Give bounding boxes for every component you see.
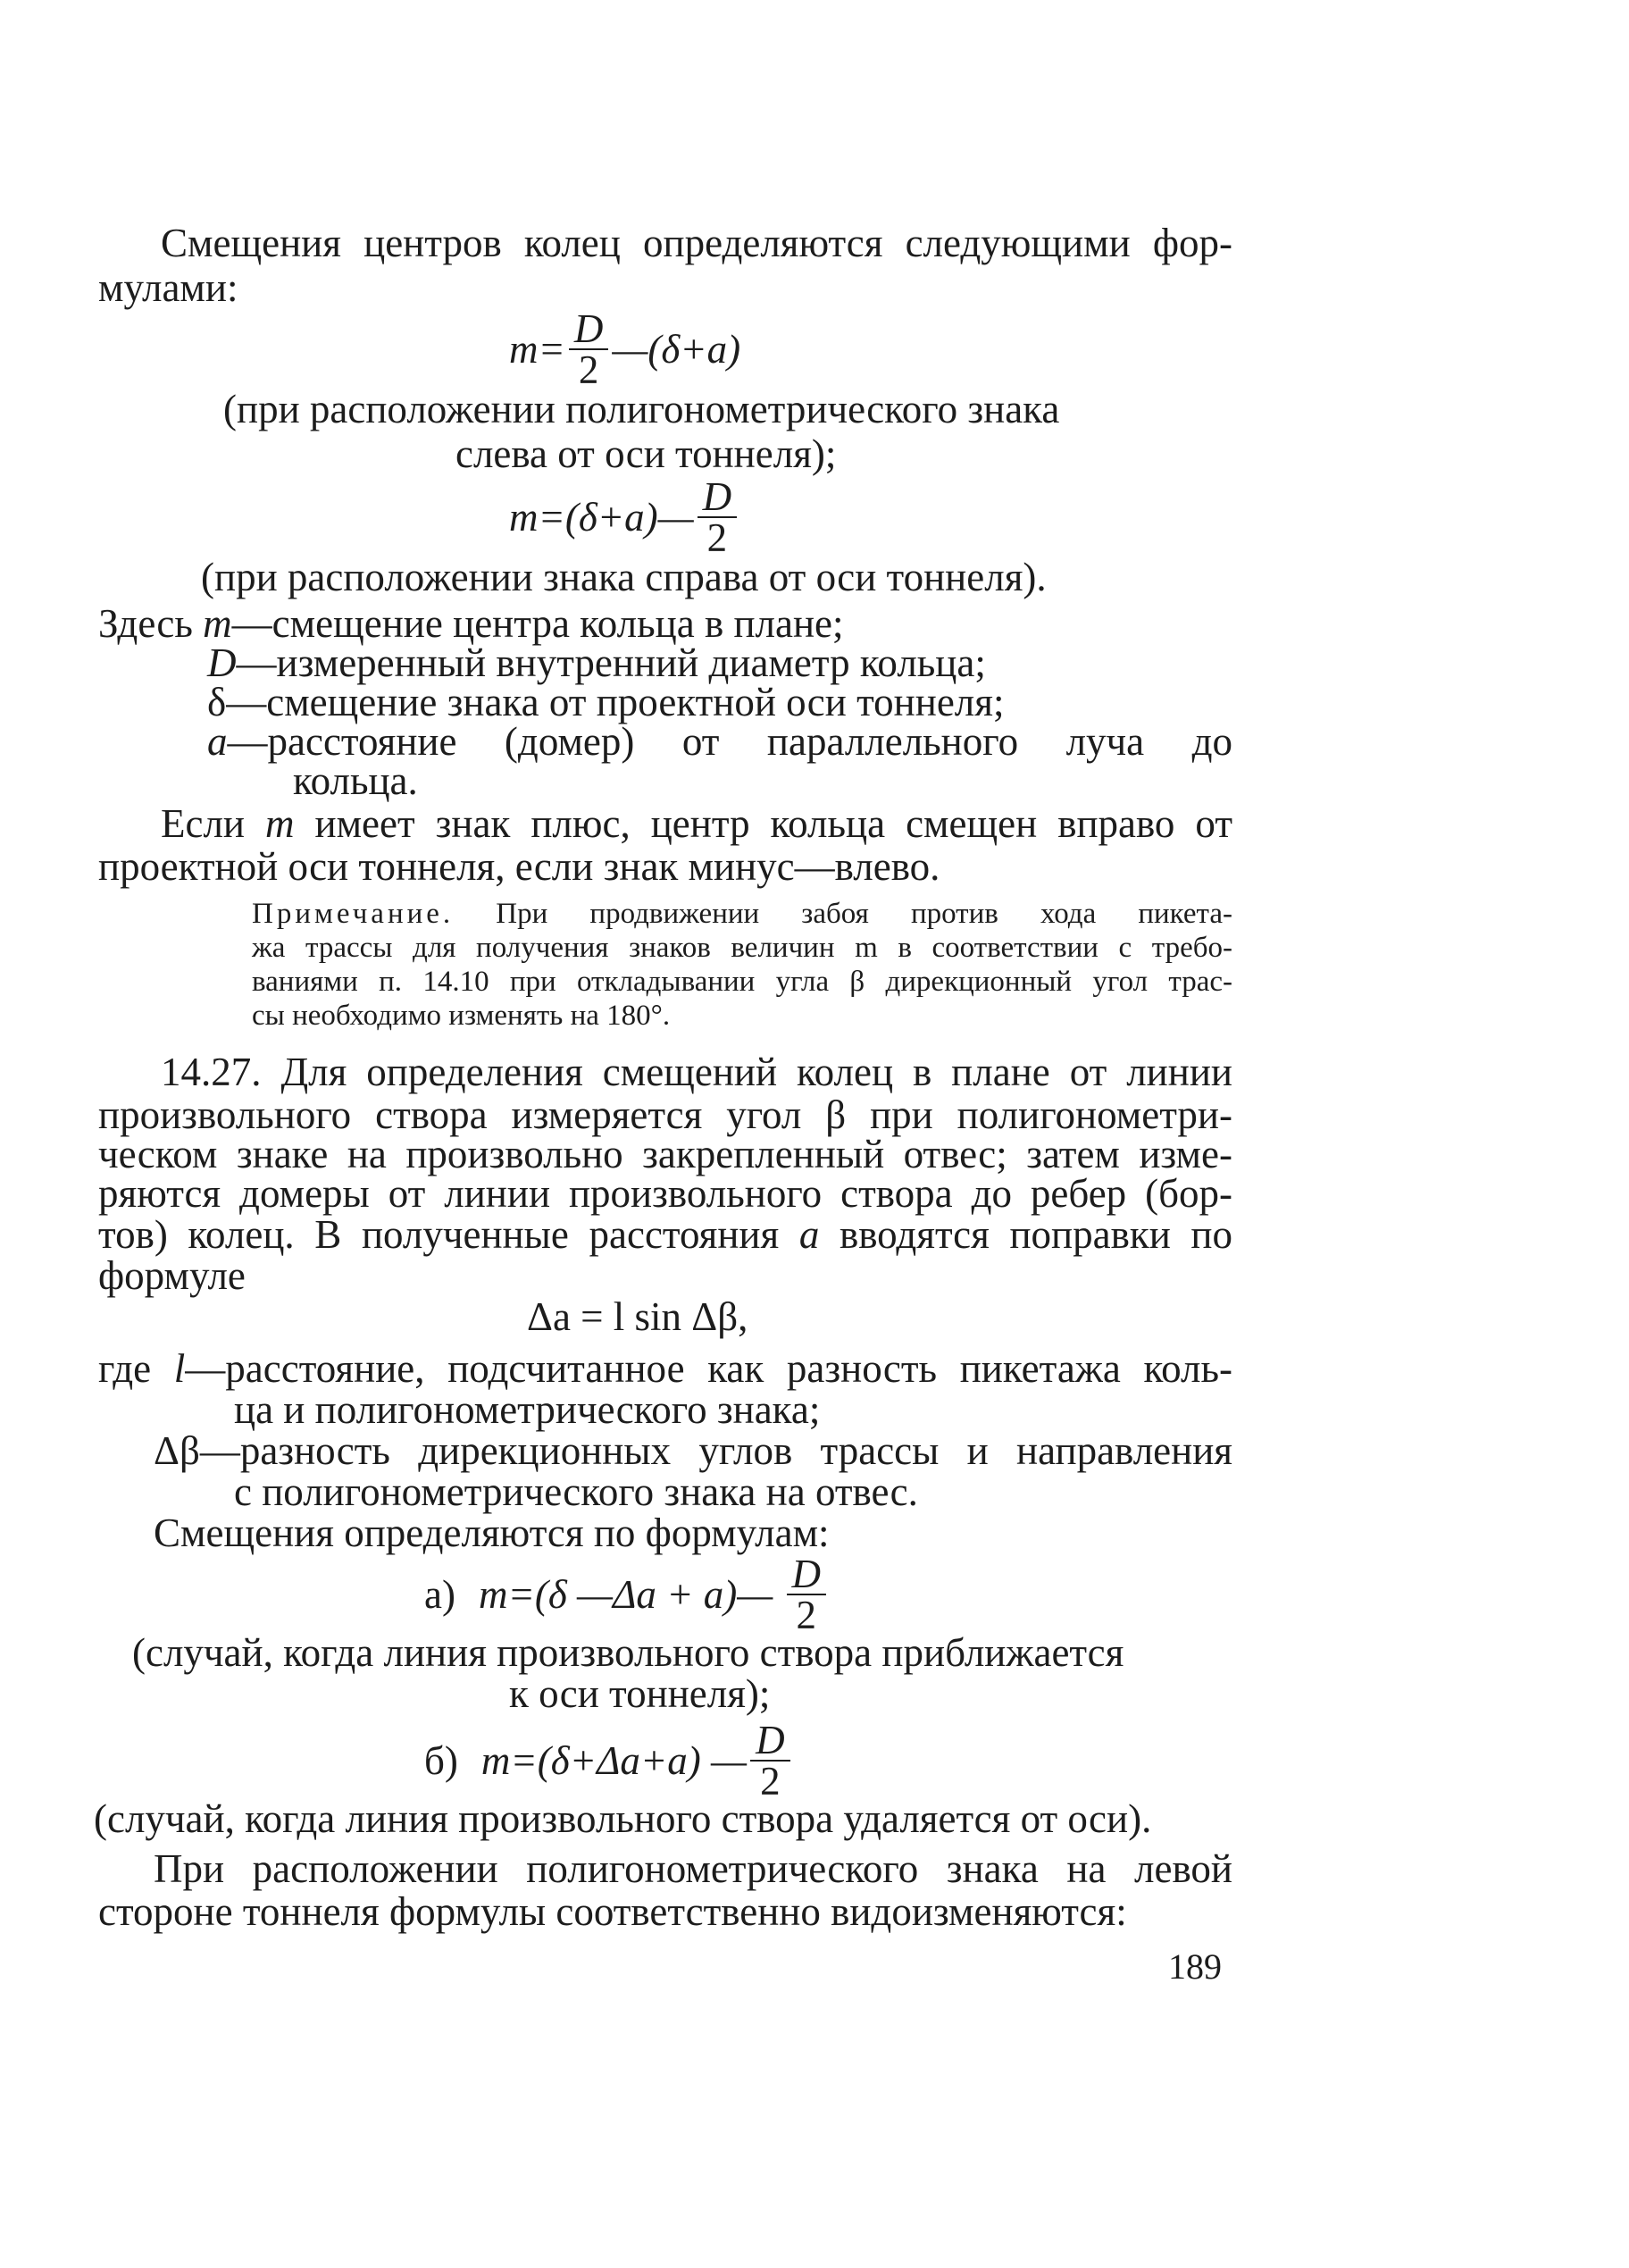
formula-b xyxy=(424,1718,794,1804)
note-line xyxy=(252,897,1232,931)
formula-a xyxy=(424,1554,830,1635)
fraction-d-over-2 xyxy=(698,474,738,560)
para-line: 14.27. Для определения смещений колец в плане от линии xyxy=(161,1050,1232,1094)
formula-m-left xyxy=(509,306,741,392)
note-line: ваниями п. 14.10 при откладывании угла β дирекционный угол трас- xyxy=(252,966,1232,998)
note-label: Примечание. xyxy=(252,898,455,930)
formula-note: к оси тоннеля); xyxy=(509,1671,771,1716)
note-text: При продвижении забоя против хода пикета- xyxy=(454,898,1232,930)
para-line: Смещения определяются по формулам: xyxy=(154,1511,830,1555)
def-text: —смещение центра кольца в плане; xyxy=(231,601,844,646)
formula-label: б) xyxy=(424,1738,458,1783)
formula-label: а) xyxy=(424,1572,455,1617)
def-symbol: m xyxy=(203,601,232,646)
text-part: Если xyxy=(161,801,265,846)
definition-line xyxy=(98,1345,1232,1392)
para-line: ческом знаке на произвольно закрепленный отвес; затем изме- xyxy=(98,1132,1232,1176)
formula-note: (при расположении полигонометрического знака xyxy=(223,387,1060,431)
para-line: произвольного створа измеряется угол β при полигонометри- xyxy=(98,1092,1232,1137)
frac-den: 2 xyxy=(760,1759,781,1804)
formula-delta-a: Δa = l sin Δβ, xyxy=(527,1294,748,1339)
def-text: —измеренный внутренний диаметр кольца; xyxy=(236,640,986,685)
para-line: формуле xyxy=(98,1253,246,1298)
para-line: ряются домеры от линии произвольного створа до ребер (бор- xyxy=(98,1171,1232,1216)
def-text: —смещение знака от проектной оси тоннеля; xyxy=(226,680,1005,724)
fraction-d-over-2 xyxy=(569,306,609,392)
def-lead: где xyxy=(98,1346,174,1391)
note-line: жа трассы для получения знаков величин m в соответствии с требо- xyxy=(252,932,1232,964)
definition-line: кольца. xyxy=(293,758,418,803)
para-line: проектной оси тоннеля, если знак минус—влево. xyxy=(98,844,940,889)
fraction-d-over-2 xyxy=(750,1718,790,1804)
para-line: Смещения центров колец определяются следующими фор- xyxy=(161,221,1232,265)
def-symbol: D xyxy=(207,640,237,685)
frac-num: D xyxy=(750,1720,790,1762)
formula-part: m= xyxy=(509,327,565,372)
definition-line: с полигонометрического знака на отвес. xyxy=(234,1469,918,1514)
frac-den: 2 xyxy=(706,515,728,560)
para-line: При расположении полигонометрического знака на левой xyxy=(154,1846,1232,1891)
formula-part: —(δ+a) xyxy=(612,327,741,372)
def-lead: Здесь xyxy=(98,601,204,646)
formula-note: (случай, когда линия произвольного створа приближается xyxy=(132,1630,1124,1675)
fraction-d-over-2 xyxy=(787,1554,827,1635)
frac-num: D xyxy=(787,1554,827,1595)
formula-part: m=(δ+a)— xyxy=(509,495,694,540)
text-symbol: m xyxy=(265,801,295,846)
formula-note: (случай, когда линия произвольного створа удаляется от оси). xyxy=(94,1796,1152,1841)
text-part: вводятся поправки по xyxy=(819,1212,1232,1257)
para-line: мулами: xyxy=(98,265,238,310)
formula-note: (при расположении знака справа от оси тоннеля). xyxy=(201,555,1047,599)
def-symbol: a xyxy=(207,719,228,764)
definition-line: ца и полигонометрического знака; xyxy=(234,1387,821,1432)
formula-note: слева от оси тоннеля); xyxy=(455,431,837,476)
text-symbol: a xyxy=(798,1212,820,1257)
frac-num: D xyxy=(698,477,738,518)
para-line: стороне тоннеля формулы соответственно видоизменяются: xyxy=(98,1889,1127,1934)
def-text: —расстояние (домер) от параллельного луча до xyxy=(227,719,1232,764)
page-number: 189 xyxy=(1168,1946,1222,1987)
note-line: сы необходимо изменять на 180°. xyxy=(252,1000,671,1032)
frac-den: 2 xyxy=(796,1593,817,1637)
frac-num: D xyxy=(569,309,609,350)
para-line xyxy=(161,800,1232,847)
def-symbol: δ xyxy=(207,680,227,724)
def-symbol: l xyxy=(173,1346,186,1391)
definition-line: Δβ—разность дирекционных углов трассы и направления xyxy=(154,1428,1232,1473)
formula-part: m=(δ —Δa + a)— xyxy=(478,1572,783,1617)
formula-m-right xyxy=(509,474,740,560)
para-line xyxy=(98,1211,1232,1258)
def-text: —расстояние, подсчитанное как разность пикетажа коль- xyxy=(185,1346,1232,1391)
formula-part: m=(δ+Δa+a) — xyxy=(480,1738,748,1783)
text-part: тов) колец. В полученные расстояния xyxy=(98,1212,799,1257)
frac-den: 2 xyxy=(578,347,599,392)
text-part: имеет знак плюс, центр кольца смещен вправо от xyxy=(294,801,1233,846)
